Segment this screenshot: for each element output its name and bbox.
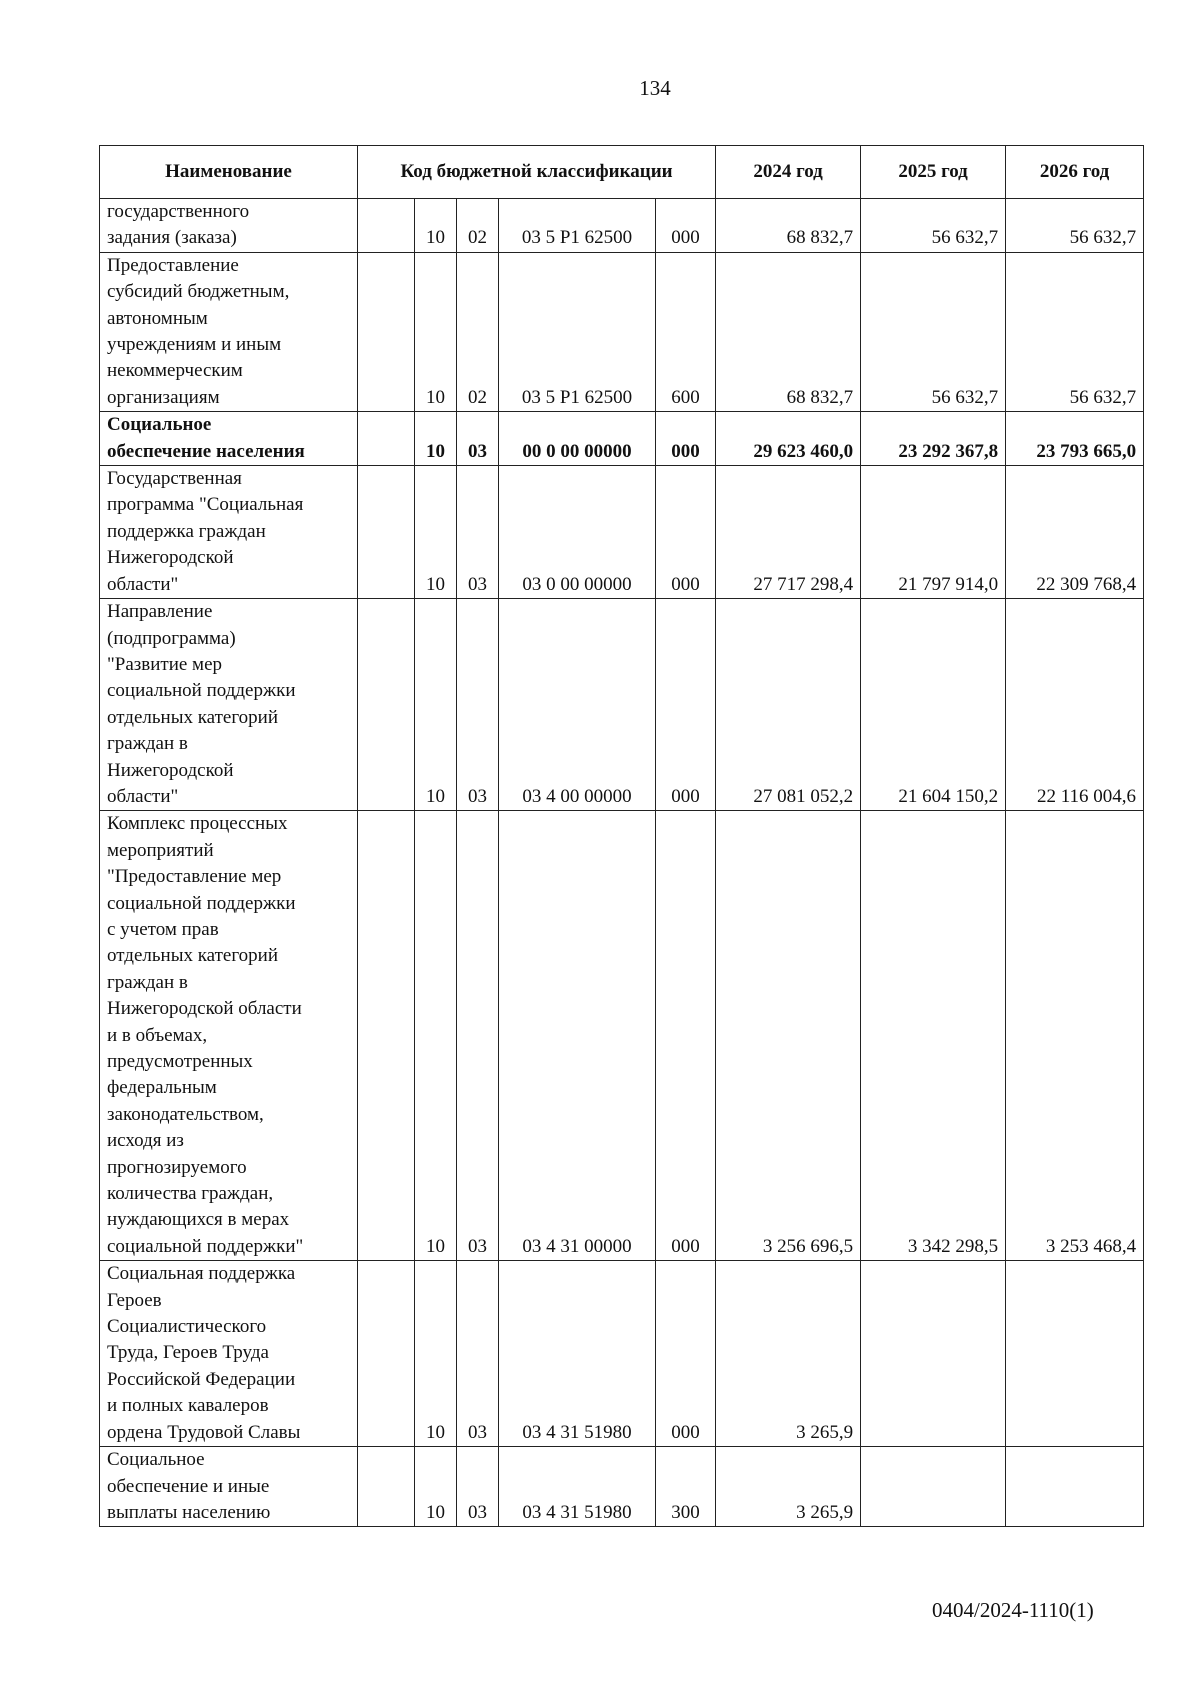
cell-section: 10 bbox=[415, 252, 457, 411]
cell-target-article: 03 4 31 00000 bbox=[499, 811, 656, 1261]
cell-2024: 68 832,7 bbox=[716, 199, 861, 253]
table-row bbox=[100, 1261, 1144, 1447]
cell-section: 10 bbox=[415, 1261, 457, 1447]
cell-expense-type: 600 bbox=[656, 252, 716, 411]
budget-table bbox=[99, 145, 1144, 1527]
cell-2025 bbox=[861, 1447, 1006, 1527]
cell-2025: 56 632,7 bbox=[861, 199, 1006, 253]
cell-subsection: 03 bbox=[457, 412, 499, 466]
cell-expense-type: 000 bbox=[656, 466, 716, 599]
cell-name: Комплекс процессных мероприятий "Предоставление мер социальной поддержки с учетом прав отдельных категорий граждан в Нижегородской области и в объемах, предусмотренных федеральным законодательством, исходя из прогнозируемого количества граждан, нуждающихся в мерах социальной поддержки" bbox=[100, 811, 358, 1261]
cell-name: Социальная поддержка Героев Социалистического Труда, Героев Труда Российской Федерации и полных кавалеров ордена Трудовой Славы bbox=[100, 1261, 358, 1447]
cell-target-article: 03 5 P1 62500 bbox=[499, 199, 656, 253]
cell-name: Социальное обеспечение населения bbox=[100, 412, 358, 466]
cell-expense-type: 000 bbox=[656, 599, 716, 811]
cell-2024: 29 623 460,0 bbox=[716, 412, 861, 466]
page-number: 134 bbox=[639, 76, 671, 100]
cell-2026: 23 793 665,0 bbox=[1006, 412, 1144, 466]
cell-section: 10 bbox=[415, 811, 457, 1261]
table-header-row bbox=[100, 146, 1144, 199]
cell-expense-type: 000 bbox=[656, 1261, 716, 1447]
cell-target-article: 00 0 00 00000 bbox=[499, 412, 656, 466]
cell-code-empty bbox=[358, 412, 415, 466]
cell-expense-type: 000 bbox=[656, 199, 716, 253]
cell-2026: 56 632,7 bbox=[1006, 199, 1144, 253]
cell-code-empty bbox=[358, 599, 415, 811]
cell-target-article: 03 4 00 00000 bbox=[499, 599, 656, 811]
cell-2024: 68 832,7 bbox=[716, 252, 861, 411]
header-2025: 2025 год bbox=[861, 146, 1006, 199]
table-row bbox=[100, 199, 1144, 253]
cell-2026: 3 253 468,4 bbox=[1006, 811, 1144, 1261]
cell-2026: 22 116 004,6 bbox=[1006, 599, 1144, 811]
cell-2025: 3 342 298,5 bbox=[861, 811, 1006, 1261]
cell-2024: 27 081 052,2 bbox=[716, 599, 861, 811]
cell-name: государственного задания (заказа) bbox=[100, 199, 358, 253]
header-code: Код бюджетной классификации bbox=[358, 146, 716, 199]
cell-2024: 3 256 696,5 bbox=[716, 811, 861, 1261]
cell-code-empty bbox=[358, 1261, 415, 1447]
cell-code-empty bbox=[358, 1447, 415, 1527]
cell-2026 bbox=[1006, 1261, 1144, 1447]
document-code: 0404/2024-1110(1) bbox=[932, 1598, 1094, 1622]
cell-2026: 56 632,7 bbox=[1006, 252, 1144, 411]
cell-code-empty bbox=[358, 811, 415, 1261]
table-row bbox=[100, 599, 1144, 811]
cell-subsection: 03 bbox=[457, 466, 499, 599]
cell-section: 10 bbox=[415, 599, 457, 811]
cell-target-article: 03 4 31 51980 bbox=[499, 1447, 656, 1527]
cell-2026: 22 309 768,4 bbox=[1006, 466, 1144, 599]
header-2026: 2026 год bbox=[1006, 146, 1144, 199]
cell-code-empty bbox=[358, 199, 415, 253]
cell-code-empty bbox=[358, 466, 415, 599]
table-row bbox=[100, 811, 1144, 1261]
cell-subsection: 02 bbox=[457, 252, 499, 411]
cell-section: 10 bbox=[415, 1447, 457, 1527]
cell-subsection: 03 bbox=[457, 811, 499, 1261]
cell-section: 10 bbox=[415, 412, 457, 466]
cell-2024: 3 265,9 bbox=[716, 1447, 861, 1527]
cell-name: Направление (подпрограмма) "Развитие мер социальной поддержки отдельных категорий граждан в Нижегородской области" bbox=[100, 599, 358, 811]
cell-target-article: 03 5 P1 62500 bbox=[499, 252, 656, 411]
table-row bbox=[100, 412, 1144, 466]
cell-name: Государственная программа "Социальная поддержка граждан Нижегородской области" bbox=[100, 466, 358, 599]
cell-section: 10 bbox=[415, 199, 457, 253]
cell-subsection: 02 bbox=[457, 199, 499, 253]
cell-subsection: 03 bbox=[457, 1261, 499, 1447]
cell-expense-type: 000 bbox=[656, 811, 716, 1261]
cell-subsection: 03 bbox=[457, 599, 499, 811]
cell-expense-type: 300 bbox=[656, 1447, 716, 1527]
cell-2025: 21 604 150,2 bbox=[861, 599, 1006, 811]
header-2024: 2024 год bbox=[716, 146, 861, 199]
cell-name: Социальное обеспечение и иные выплаты населению bbox=[100, 1447, 358, 1527]
table-row bbox=[100, 1447, 1144, 1527]
cell-2025: 23 292 367,8 bbox=[861, 412, 1006, 466]
cell-2024: 27 717 298,4 bbox=[716, 466, 861, 599]
cell-section: 10 bbox=[415, 466, 457, 599]
cell-expense-type: 000 bbox=[656, 412, 716, 466]
cell-name: Предоставление субсидий бюджетным, автономным учреждениям и иным некоммерческим организациям bbox=[100, 252, 358, 411]
cell-target-article: 03 4 31 51980 bbox=[499, 1261, 656, 1447]
cell-2025 bbox=[861, 1261, 1006, 1447]
cell-code-empty bbox=[358, 252, 415, 411]
table-body bbox=[100, 199, 1144, 1527]
table-row bbox=[100, 252, 1144, 411]
header-name: Наименование bbox=[100, 146, 358, 199]
cell-2025: 56 632,7 bbox=[861, 252, 1006, 411]
table-row bbox=[100, 466, 1144, 599]
cell-target-article: 03 0 00 00000 bbox=[499, 466, 656, 599]
cell-2026 bbox=[1006, 1447, 1144, 1527]
cell-2025: 21 797 914,0 bbox=[861, 466, 1006, 599]
cell-2024: 3 265,9 bbox=[716, 1261, 861, 1447]
cell-subsection: 03 bbox=[457, 1447, 499, 1527]
